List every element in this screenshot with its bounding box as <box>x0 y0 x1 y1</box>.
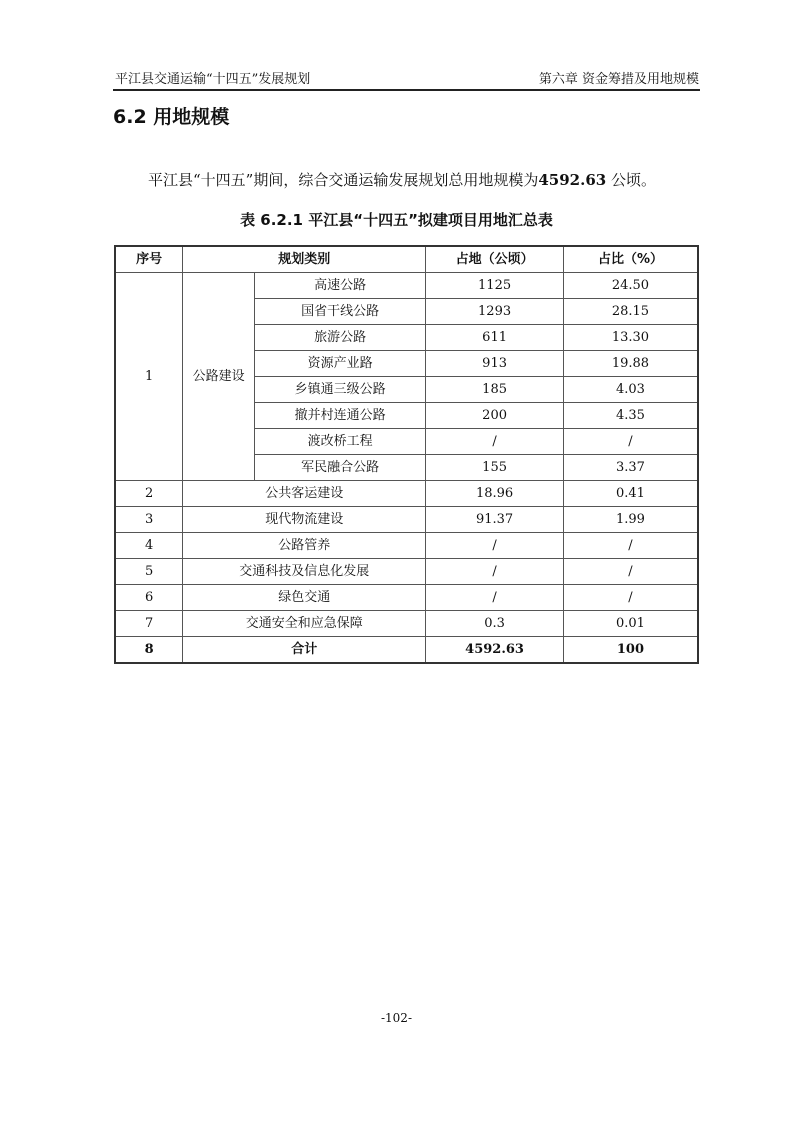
index-cell: 2 <box>115 481 183 507</box>
index-cell: 8 <box>115 637 183 664</box>
area-cell: 200 <box>426 403 564 429</box>
group-index: 1 <box>115 273 183 481</box>
section-heading: 6.2 用地规模 <box>113 106 230 128</box>
group-name: 公路建设 <box>183 273 255 481</box>
ratio-cell: 4.03 <box>563 377 698 403</box>
total-area-cell: 4592.63 <box>426 637 564 664</box>
table-row <box>115 273 698 299</box>
table-row <box>115 481 698 507</box>
ratio-cell: 3.37 <box>563 455 698 481</box>
category-cell: 现代物流建设 <box>183 507 426 533</box>
sub-category-name: 旅游公路 <box>254 325 425 351</box>
ratio-cell: / <box>563 533 698 559</box>
body-text-unit: 公顷。 <box>610 171 656 189</box>
table-row <box>115 507 698 533</box>
ratio-cell: 0.01 <box>563 611 698 637</box>
area-cell: 155 <box>426 455 564 481</box>
area-cell: 913 <box>426 351 564 377</box>
header-index: 序号 <box>115 246 183 273</box>
table-caption: 表 6.2.1 平江县“十四五”拟建项目用地汇总表 <box>240 211 553 229</box>
ratio-cell: 0.41 <box>563 481 698 507</box>
header-category: 规划类别 <box>183 246 426 273</box>
area-cell: 0.3 <box>426 611 564 637</box>
ratio-cell: 13.30 <box>563 325 698 351</box>
table-row <box>115 559 698 585</box>
table-row <box>115 533 698 559</box>
area-cell: 1125 <box>426 273 564 299</box>
body-text-lead: 平江县“十四五”期间，综合交通运输发展规划总用地规模为 <box>148 171 539 189</box>
total-ratio-cell: 100 <box>563 637 698 664</box>
category-cell: 公共客运建设 <box>183 481 426 507</box>
header-divider <box>113 89 700 91</box>
land-use-table <box>114 245 699 664</box>
area-cell: / <box>426 585 564 611</box>
ratio-cell: 4.35 <box>563 403 698 429</box>
area-cell: / <box>426 429 564 455</box>
ratio-cell: 1.99 <box>563 507 698 533</box>
area-cell: 18.96 <box>426 481 564 507</box>
ratio-cell: 19.88 <box>563 351 698 377</box>
table-header-row <box>115 246 698 273</box>
running-header-title: 平江县交通运输“十四五”发展规划 <box>115 72 311 87</box>
area-cell: / <box>426 559 564 585</box>
category-cell: 交通安全和应急保障 <box>183 611 426 637</box>
sub-category-name: 撤并村连通公路 <box>254 403 425 429</box>
area-cell: / <box>426 533 564 559</box>
running-header-chapter: 第六章 资金筹措及用地规模 <box>538 72 699 87</box>
header-area: 占地（公顷） <box>426 246 564 273</box>
ratio-cell: 28.15 <box>563 299 698 325</box>
table-row <box>115 585 698 611</box>
sub-category-name: 乡镇通三级公路 <box>254 377 425 403</box>
index-cell: 3 <box>115 507 183 533</box>
category-cell: 公路管养 <box>183 533 426 559</box>
sub-category-name: 国省干线公路 <box>254 299 425 325</box>
total-label: 合计 <box>183 637 426 664</box>
table-row <box>115 611 698 637</box>
category-cell: 绿色交通 <box>183 585 426 611</box>
sub-category-name: 资源产业路 <box>254 351 425 377</box>
sub-category-name: 高速公路 <box>254 273 425 299</box>
area-cell: 1293 <box>426 299 564 325</box>
table-total-row <box>115 637 698 664</box>
header-ratio: 占比（%） <box>563 246 698 273</box>
index-cell: 4 <box>115 533 183 559</box>
index-cell: 5 <box>115 559 183 585</box>
body-paragraph <box>148 169 656 190</box>
area-cell: 611 <box>426 325 564 351</box>
ratio-cell: / <box>563 559 698 585</box>
total-area-value: 4592.63 <box>538 171 607 189</box>
ratio-cell: / <box>563 585 698 611</box>
index-cell: 6 <box>115 585 183 611</box>
page-number: -102- <box>380 1011 412 1025</box>
ratio-cell: 24.50 <box>563 273 698 299</box>
area-cell: 91.37 <box>426 507 564 533</box>
index-cell: 7 <box>115 611 183 637</box>
category-cell: 交通科技及信息化发展 <box>183 559 426 585</box>
sub-category-name: 渡改桥工程 <box>254 429 425 455</box>
area-cell: 185 <box>426 377 564 403</box>
ratio-cell: / <box>563 429 698 455</box>
sub-category-name: 军民融合公路 <box>254 455 425 481</box>
